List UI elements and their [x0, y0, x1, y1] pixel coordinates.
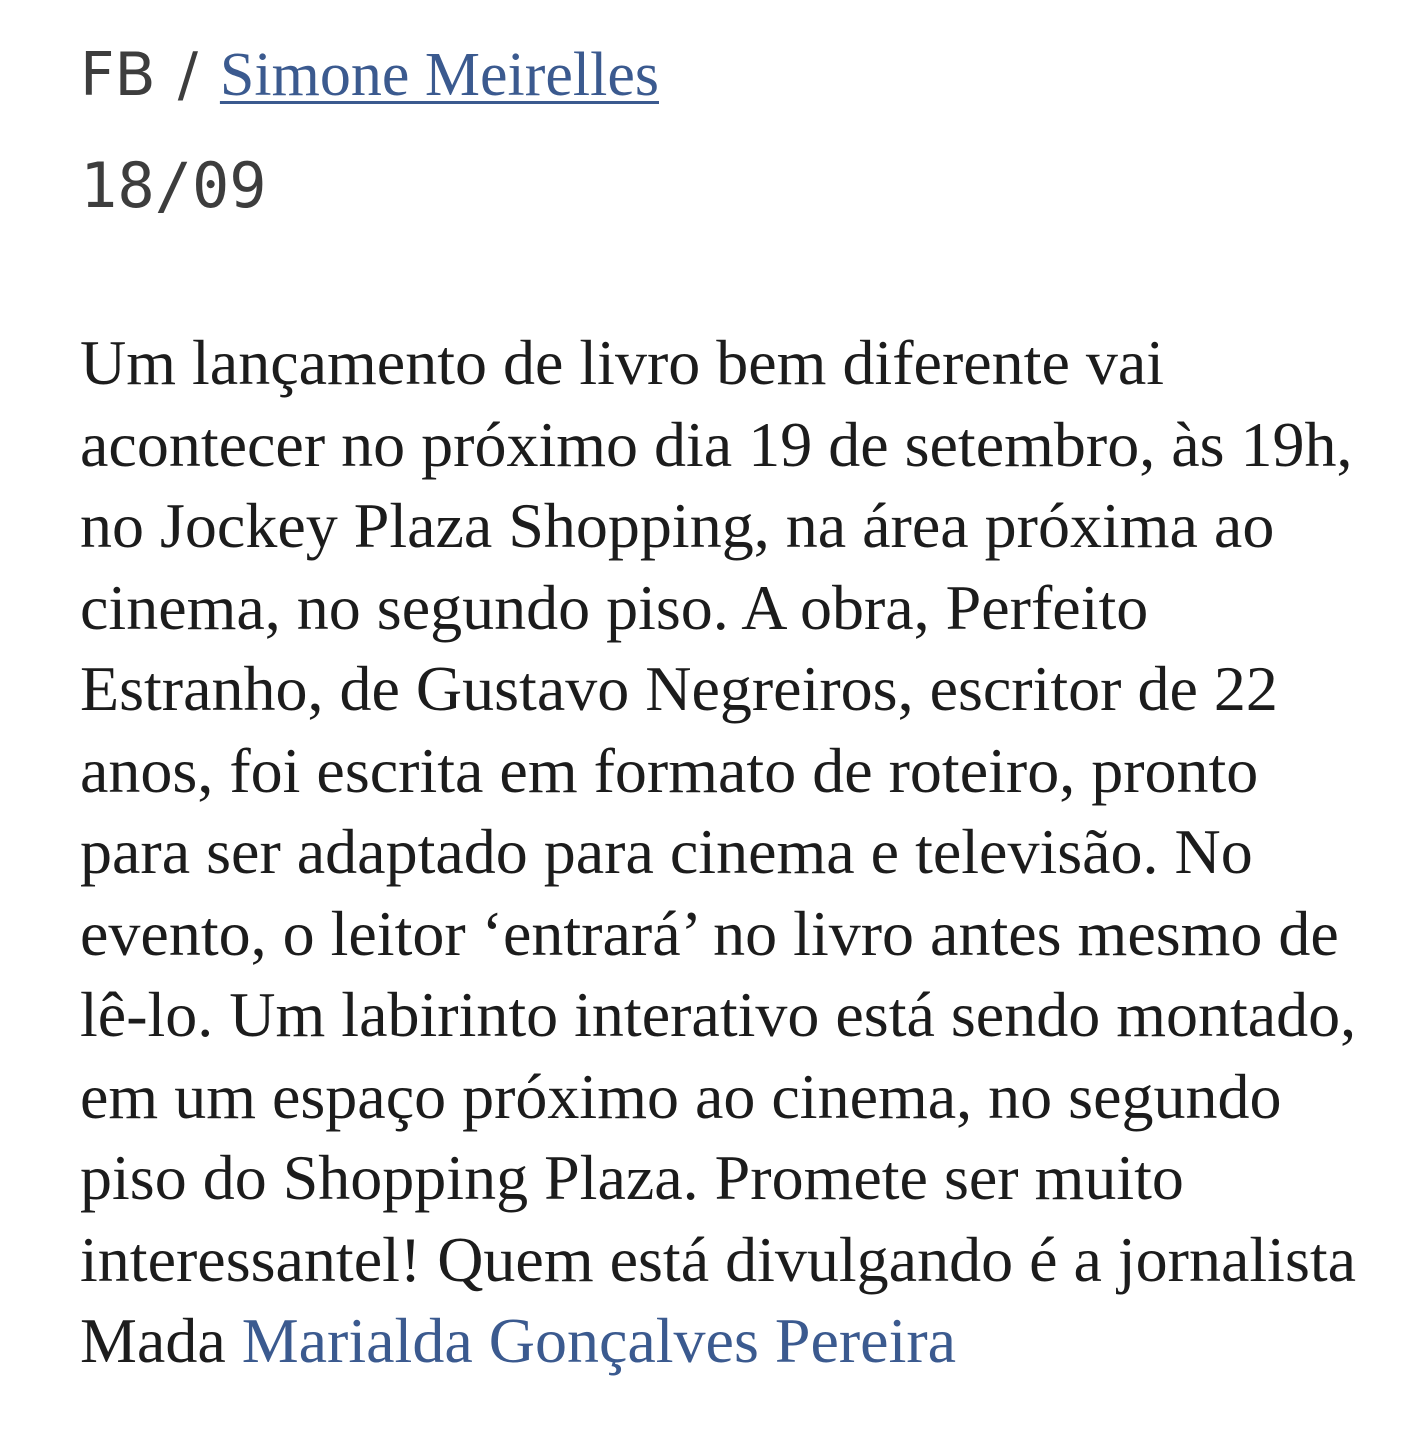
post-container [80, 40, 1370, 1446]
author-link[interactable]: Simone Meirelles [219, 41, 659, 109]
source-label: FB [80, 40, 156, 110]
mention-link[interactable]: Marialda Gonçalves Pereira [241, 1305, 957, 1376]
post-date: 18/09 [80, 149, 267, 222]
source-separator: / [177, 40, 198, 110]
post-header [80, 40, 1370, 120]
post-body [80, 322, 1370, 1382]
post-body-text: Um lançamento de livro bem diferente vai acontecer no próximo dia 19 de setembro, às 19h, no Jockey Plaza Shopping, na área próxima ao cinema, no segundo piso. A obra, Perfeito Estranho, de Gustavo Negreiros, escritor de 22 anos, foi escrita em formato de roteiro, pronto para ser adaptado para cinema e televisão. No evento, o leitor ‘entrará’ no livro antes mesmo de lê-lo. Um labirinto interativo está sendo montado, em um espaço próximo ao cinema, no segundo piso do Shopping Plaza. Promete ser muito interessantel! Quem está divulgando é a jornalista Mada [80, 327, 1357, 1376]
